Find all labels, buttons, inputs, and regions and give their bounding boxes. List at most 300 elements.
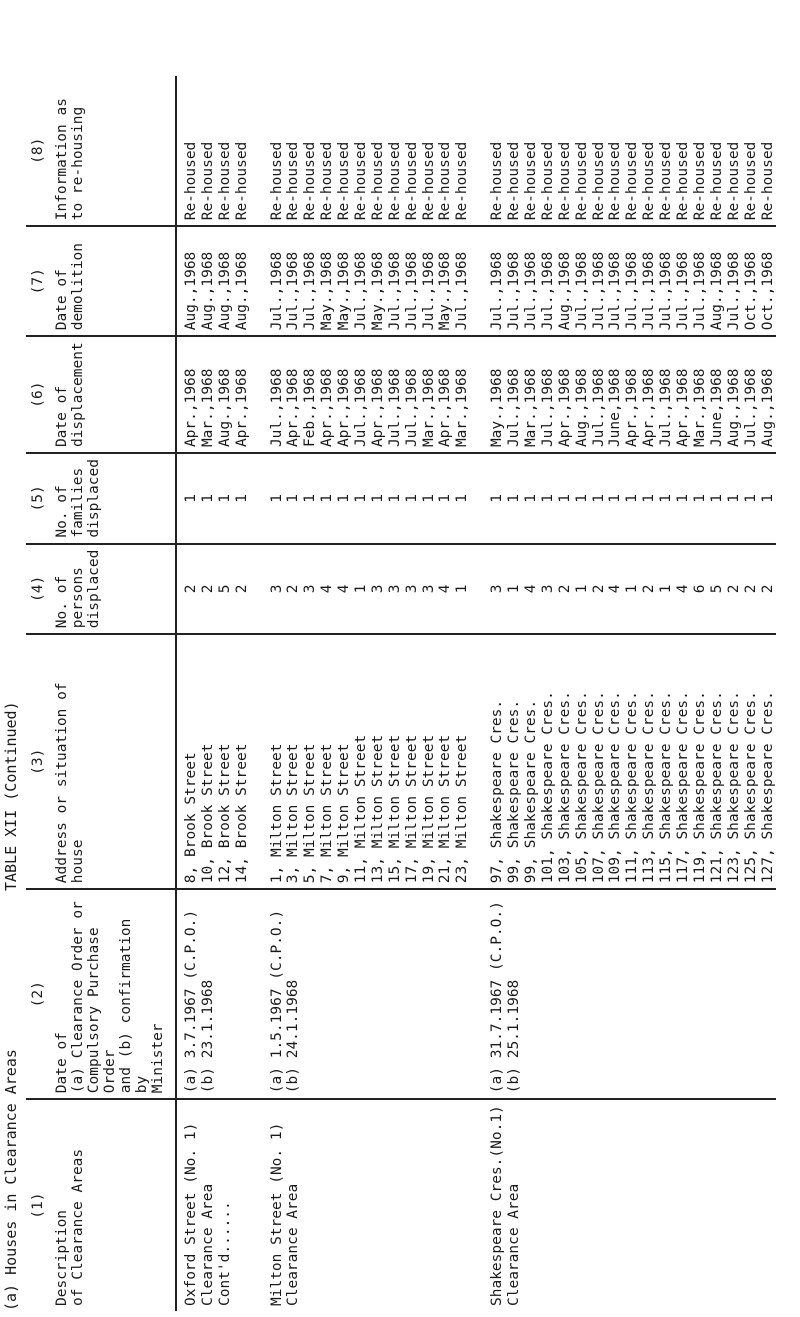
spacer xyxy=(234,1105,251,1306)
persons-displaced: 4 xyxy=(336,584,353,594)
persons-displaced: 3 xyxy=(403,584,420,594)
displacement-date: Mar.,1968 xyxy=(199,368,216,448)
house-address: 23, Milton Street xyxy=(454,734,471,884)
spacer xyxy=(658,895,675,1093)
demolition-date: May.,1968 xyxy=(369,251,386,331)
persons-displaced: 2 xyxy=(641,584,658,594)
house-address: 113, Shakespeare Cres. xyxy=(641,691,658,884)
group-gap xyxy=(251,550,269,629)
persons-displaced: 3 xyxy=(302,584,319,594)
persons-displaced: 2 xyxy=(742,584,759,594)
persons-displaced: 3 xyxy=(386,584,403,594)
rehousing-info: Re-housed xyxy=(624,141,641,221)
spacer xyxy=(675,1105,692,1306)
col-families xyxy=(176,453,776,544)
col-num: (1) xyxy=(30,1192,46,1219)
rehousing-info: Re-housed xyxy=(183,141,199,221)
demolition-date: Jul.,1968 xyxy=(523,251,540,331)
house-address: 105, Shakespeare Cres. xyxy=(573,691,590,884)
house-address: 3, Milton Street xyxy=(285,743,302,884)
persons-displaced: 3 xyxy=(268,584,285,594)
demolition-date: Jul.,1968 xyxy=(607,251,624,331)
families-displaced: 1 xyxy=(268,493,285,503)
displacement-date: Jul.,1968 xyxy=(658,368,675,448)
families-displaced: 1 xyxy=(336,493,353,503)
demolition-date: Jul.,1968 xyxy=(268,251,285,331)
col-area xyxy=(176,1099,776,1311)
families-displaced: 1 xyxy=(607,493,624,503)
displacement-date: Mar.,1968 xyxy=(454,368,471,448)
spacer xyxy=(726,1105,743,1306)
rehousing-info: Re-housed xyxy=(319,141,336,221)
demolition-date: Jul.,1968 xyxy=(539,251,556,331)
house-address: 9, Milton Street xyxy=(336,743,353,884)
house-address: 97, Shakespeare Cres. xyxy=(489,699,506,884)
demolition-date: Aug.,1968 xyxy=(556,251,573,331)
displacement-date: Jul.,1968 xyxy=(506,368,523,448)
families-displaced: 1 xyxy=(708,493,725,503)
rehousing-info: Re-housed xyxy=(216,141,233,221)
persons-displaced: 2 xyxy=(285,584,302,594)
families-displaced: 1 xyxy=(199,493,216,503)
rehousing-info: Re-housed xyxy=(285,141,302,221)
persons-displaced: 2 xyxy=(590,584,607,594)
spacer xyxy=(319,895,336,1093)
col-num: (5) xyxy=(30,485,46,512)
displacement-date: Jul.,1968 xyxy=(403,368,420,448)
demolition-date: Jul.,1968 xyxy=(691,251,708,331)
group-gap xyxy=(471,342,489,447)
spacer xyxy=(437,895,454,1093)
families-displaced: 1 xyxy=(285,493,302,503)
house-address: 19, Milton Street xyxy=(420,734,437,884)
rehousing-info: Re-housed xyxy=(199,141,216,221)
displacement-date: Mar.,1968 xyxy=(691,368,708,448)
clearance-area-name: Clearance Area xyxy=(199,1183,216,1306)
demolition-date: Jul.,1968 xyxy=(403,251,420,331)
spacer xyxy=(454,895,471,1093)
spacer xyxy=(404,1105,421,1306)
house-address: 14, Brook Street xyxy=(233,743,250,884)
spacer xyxy=(591,1105,608,1306)
table-heading xyxy=(2,701,20,1311)
persons-displaced: 3 xyxy=(489,584,506,594)
spacer xyxy=(523,1105,540,1306)
spacer xyxy=(404,895,421,1093)
col-header-1 xyxy=(26,1099,176,1311)
rehousing-info: Re-housed xyxy=(573,141,590,221)
rehousing-info: Re-housed xyxy=(302,141,319,221)
families-displaced: 1 xyxy=(420,493,437,503)
displacement-date: Jul.,1968 xyxy=(353,368,370,448)
house-address: 115, Shakespeare Cres. xyxy=(658,691,675,884)
house-address: 5, Milton Street xyxy=(302,743,319,884)
persons-displaced: 4 xyxy=(675,584,692,594)
families-displaced: 1 xyxy=(386,493,403,503)
clearance-area-name: Oxford Street (No. 1) xyxy=(183,1122,199,1306)
families-displaced: 1 xyxy=(183,493,199,503)
spacer xyxy=(641,895,658,1093)
demolition-date: May.,1968 xyxy=(319,251,336,331)
spacer xyxy=(557,1105,574,1306)
group-gap xyxy=(251,1105,269,1306)
col-header-5 xyxy=(26,453,176,544)
demolition-date: Jul.,1968 xyxy=(420,251,437,331)
house-address: 127, Shakespeare Cres. xyxy=(759,691,776,884)
families-displaced: 1 xyxy=(691,493,708,503)
spacer xyxy=(387,1105,404,1306)
persons-displaced: 1 xyxy=(573,584,590,594)
demolition-date: Aug.,1968 xyxy=(216,251,233,331)
order-date: (b) 23.1.1968 xyxy=(199,979,216,1094)
displacement-date: Apr.,1968 xyxy=(624,368,641,448)
persons-displaced: 2 xyxy=(233,584,250,594)
clearance-area-name: Clearance Area xyxy=(285,1183,302,1306)
persons-displaced: 1 xyxy=(454,584,471,594)
families-displaced: 1 xyxy=(590,493,607,503)
clearance-area-name: Clearance Area xyxy=(506,1183,523,1306)
rehousing-info: Re-housed xyxy=(386,141,403,221)
spacer xyxy=(607,1105,624,1306)
persons-displaced: 4 xyxy=(523,584,540,594)
col-address xyxy=(176,634,776,889)
displacement-date: June,1968 xyxy=(708,368,725,448)
clearance-area-name: Milton Street (No. 1) xyxy=(268,1122,285,1306)
rehousing-info: Re-housed xyxy=(725,141,742,221)
col-header-7 xyxy=(26,226,176,336)
house-address: 1, Milton Street xyxy=(268,743,285,884)
displacement-date: Jul.,1968 xyxy=(268,368,285,448)
rehousing-info: Re-housed xyxy=(489,141,506,221)
rehousing-info: Re-housed xyxy=(506,141,523,221)
spacer xyxy=(540,1105,557,1306)
rehousing-info: Re-housed xyxy=(691,141,708,221)
demolition-date: Jul.,1968 xyxy=(675,251,692,331)
col-rehousing xyxy=(176,76,776,226)
col-label: No. of families displaced xyxy=(54,459,102,538)
col-label: Address or situation of house xyxy=(54,682,86,884)
rehousing-info: Re-housed xyxy=(454,141,471,221)
demolition-date: Oct.,1968 xyxy=(742,251,759,331)
house-address: 117, Shakespeare Cres. xyxy=(675,691,692,884)
house-address: 17, Milton Street xyxy=(403,734,420,884)
persons-displaced: 4 xyxy=(607,584,624,594)
house-address: 111, Shakespeare Cres. xyxy=(624,691,641,884)
rehousing-info: Re-housed xyxy=(607,141,624,221)
rehousing-info: Re-housed xyxy=(539,141,556,221)
families-displaced: 1 xyxy=(573,493,590,503)
spacer xyxy=(540,895,557,1093)
col-demolition xyxy=(176,226,776,336)
spacer xyxy=(607,895,624,1093)
col-label: Date of (a) Clearance Order or Compulsory Purchase Order and (b) confirmation by Minister xyxy=(54,901,166,1094)
group-gap xyxy=(471,459,489,538)
spacer xyxy=(336,1105,353,1306)
rehousing-info: Re-housed xyxy=(675,141,692,221)
col-displacement xyxy=(176,336,776,453)
rehousing-info: Re-housed xyxy=(641,141,658,221)
col-label: Information as to re-housing xyxy=(54,98,86,221)
rehousing-info: Re-housed xyxy=(590,141,607,221)
col-order xyxy=(176,889,776,1099)
families-displaced: 1 xyxy=(556,493,573,503)
house-address: 13, Milton Street xyxy=(369,734,386,884)
families-displaced: 1 xyxy=(624,493,641,503)
group-gap xyxy=(471,895,489,1093)
displacement-date: Apr.,1968 xyxy=(319,368,336,448)
house-address: 123, Shakespeare Cres. xyxy=(725,691,742,884)
group-gap xyxy=(251,640,269,883)
header-row xyxy=(26,76,176,1311)
demolition-date: Aug.,1968 xyxy=(708,251,725,331)
house-address: 8, Brook Street xyxy=(183,752,199,884)
displacement-date: Aug.,1968 xyxy=(573,368,590,448)
spacer xyxy=(624,1105,641,1306)
displacement-date: Apr.,1968 xyxy=(369,368,386,448)
spacer xyxy=(302,1105,319,1306)
spacer xyxy=(353,1105,370,1306)
spacer xyxy=(421,895,438,1093)
demolition-date: Jul.,1968 xyxy=(302,251,319,331)
families-displaced: 1 xyxy=(302,493,319,503)
rehousing-info: Re-housed xyxy=(353,141,370,221)
spacer xyxy=(336,895,353,1093)
families-displaced: 1 xyxy=(319,493,336,503)
displacement-date: Feb.,1968 xyxy=(302,368,319,448)
spacer xyxy=(743,895,760,1093)
rehousing-info: Re-housed xyxy=(708,141,725,221)
house-address: 7, Milton Street xyxy=(319,743,336,884)
spacer xyxy=(709,895,726,1093)
clearance-area-name: Cont'd...... xyxy=(216,1201,233,1306)
house-address: 125, Shakespeare Cres. xyxy=(742,691,759,884)
group-gap xyxy=(251,81,269,220)
spacer xyxy=(760,1105,777,1306)
rehousing-info: Re-housed xyxy=(403,141,420,221)
spacer xyxy=(709,1105,726,1306)
spacer xyxy=(760,895,777,1093)
order-date: (a) 1.5.1967 (C.P.O.) xyxy=(268,909,285,1094)
col-header-8 xyxy=(26,76,176,226)
demolition-date: Aug.,1968 xyxy=(199,251,216,331)
demolition-date: May.,1968 xyxy=(336,251,353,331)
house-address: 119, Shakespeare Cres. xyxy=(691,691,708,884)
table-body-row xyxy=(176,76,776,1311)
persons-displaced: 2 xyxy=(556,584,573,594)
spacer xyxy=(591,895,608,1093)
persons-displaced: 6 xyxy=(691,584,708,594)
displacement-date: Jul.,1968 xyxy=(742,368,759,448)
displacement-date: Apr.,1968 xyxy=(183,368,199,448)
families-displaced: 1 xyxy=(641,493,658,503)
persons-displaced: 1 xyxy=(658,584,675,594)
persons-displaced: 5 xyxy=(216,584,233,594)
families-displaced: 1 xyxy=(403,493,420,503)
rehousing-info: Re-housed xyxy=(420,141,437,221)
col-num: (7) xyxy=(30,268,46,295)
demolition-date: Jul.,1968 xyxy=(658,251,675,331)
col-label: Description of Clearance Areas xyxy=(54,1148,86,1306)
displacement-date: Apr.,1968 xyxy=(675,368,692,448)
demolition-date: Jul.,1968 xyxy=(725,251,742,331)
demolition-date: Jul.,1968 xyxy=(573,251,590,331)
persons-displaced: 2 xyxy=(183,584,199,594)
persons-displaced: 4 xyxy=(437,584,454,594)
families-displaced: 1 xyxy=(539,493,556,503)
house-address: 11, Milton Street xyxy=(353,734,370,884)
displacement-date: Mar.,1968 xyxy=(420,368,437,448)
col-header-2 xyxy=(26,889,176,1099)
families-displaced: 1 xyxy=(675,493,692,503)
displacement-date: Jul.,1968 xyxy=(386,368,403,448)
families-displaced: 1 xyxy=(759,493,776,503)
demolition-date: Aug.,1968 xyxy=(183,251,199,331)
demolition-date: Jul.,1968 xyxy=(489,251,506,331)
subtitle: (a) Houses in Clearance Areas xyxy=(2,1049,20,1311)
demolition-date: Oct.,1968 xyxy=(759,251,776,331)
rehousing-info: Re-housed xyxy=(742,141,759,221)
group-gap xyxy=(251,342,269,447)
demolition-date: Jul.,1968 xyxy=(506,251,523,331)
house-address: 10, Brook Street xyxy=(199,743,216,884)
group-gap xyxy=(471,1105,489,1306)
displacement-date: Aug.,1968 xyxy=(216,368,233,448)
col-num: (4) xyxy=(30,575,46,603)
col-num: (3) xyxy=(30,748,46,775)
persons-displaced: 3 xyxy=(539,584,556,594)
persons-displaced: 1 xyxy=(353,584,370,594)
spacer xyxy=(523,895,540,1093)
rehousing-info: Re-housed xyxy=(523,141,540,221)
rehousing-info: Re-housed xyxy=(268,141,285,221)
spacer xyxy=(421,1105,438,1306)
persons-displaced: 4 xyxy=(319,584,336,594)
demolition-date: Jul.,1968 xyxy=(641,251,658,331)
rehousing-info: Re-housed xyxy=(437,141,454,221)
displacement-date: Apr.,1968 xyxy=(233,368,250,448)
col-label: No. of persons displaced xyxy=(54,549,102,629)
families-displaced: 1 xyxy=(506,493,523,503)
rehousing-info: Re-housed xyxy=(336,141,353,221)
persons-displaced: 3 xyxy=(420,584,437,594)
order-date: (a) 3.7.1967 (C.P.O.) xyxy=(183,909,199,1094)
spacer xyxy=(437,1105,454,1306)
demolition-date: Jul.,1968 xyxy=(624,251,641,331)
demolition-date: Jul.,1968 xyxy=(285,251,302,331)
spacer xyxy=(675,895,692,1093)
persons-displaced: 2 xyxy=(199,584,216,594)
demolition-date: May.,1968 xyxy=(437,251,454,331)
families-displaced: 1 xyxy=(523,493,540,503)
house-address: 109, Shakespeare Cres. xyxy=(607,691,624,884)
clearance-area-name: Shakespeare Cres.(No.1) xyxy=(489,1105,506,1306)
displacement-date: Apr.,1968 xyxy=(285,368,302,448)
order-date: (b) 24.1.1968 xyxy=(285,979,302,1094)
spacer xyxy=(574,895,591,1093)
rehousing-info: Re-housed xyxy=(556,141,573,221)
rehousing-info: Re-housed xyxy=(233,141,250,221)
families-displaced: 1 xyxy=(437,493,454,503)
families-displaced: 1 xyxy=(369,493,386,503)
displacement-date: Apr.,1968 xyxy=(336,368,353,448)
spacer xyxy=(641,1105,658,1306)
rehousing-info: Re-housed xyxy=(369,141,386,221)
rehousing-info: Re-housed xyxy=(759,141,776,221)
demolition-date: Aug.,1968 xyxy=(233,251,250,331)
persons-displaced: 2 xyxy=(725,584,742,594)
group-gap xyxy=(471,550,489,629)
displacement-date: Apr.,1968 xyxy=(641,368,658,448)
spacer xyxy=(454,1105,471,1306)
col-num: (6) xyxy=(30,381,46,408)
spacer xyxy=(387,895,404,1093)
group-gap xyxy=(471,640,489,883)
displacement-date: Apr.,1968 xyxy=(556,368,573,448)
demolition-date: Jul.,1968 xyxy=(590,251,607,331)
group-gap xyxy=(251,459,269,538)
house-address: 121, Shakespeare Cres. xyxy=(708,691,725,884)
persons-displaced: 5 xyxy=(708,584,725,594)
spacer xyxy=(557,895,574,1093)
col-num: (2) xyxy=(30,981,46,1008)
displacement-date: Jul.,1968 xyxy=(590,368,607,448)
col-header-6 xyxy=(26,336,176,453)
spacer xyxy=(574,1105,591,1306)
col-label: Date of displacement xyxy=(54,342,86,448)
spacer xyxy=(658,1105,675,1306)
displacement-date: Mar.,1968 xyxy=(523,368,540,448)
house-address: 101, Shakespeare Cres. xyxy=(539,691,556,884)
spacer xyxy=(692,1105,709,1306)
col-header-4 xyxy=(26,544,176,635)
clearance-table xyxy=(26,76,776,1311)
displacement-date: May.,1968 xyxy=(489,368,506,448)
displacement-date: Apr.,1968 xyxy=(437,368,454,448)
order-date: (b) 25.1.1968 xyxy=(506,979,523,1094)
persons-displaced: 1 xyxy=(624,584,641,594)
group-gap xyxy=(471,232,489,330)
rehousing-info: Re-housed xyxy=(658,141,675,221)
persons-displaced: 3 xyxy=(369,584,386,594)
group-gap xyxy=(251,232,269,330)
demolition-date: Jul.,1968 xyxy=(454,251,471,331)
col-persons xyxy=(176,544,776,635)
families-displaced: 1 xyxy=(725,493,742,503)
families-displaced: 1 xyxy=(489,493,506,503)
spacer xyxy=(624,895,641,1093)
persons-displaced: 1 xyxy=(506,584,523,594)
spacer xyxy=(692,895,709,1093)
families-displaced: 1 xyxy=(454,493,471,503)
house-address: 21, Milton Street xyxy=(437,734,454,884)
spacer xyxy=(370,1105,387,1306)
displacement-date: Jul.,1968 xyxy=(539,368,556,448)
group-gap xyxy=(471,81,489,220)
spacer xyxy=(234,895,251,1093)
families-displaced: 1 xyxy=(353,493,370,503)
col-header-3 xyxy=(26,634,176,889)
col-num: (8) xyxy=(30,137,46,164)
house-address: 12, Brook Street xyxy=(216,743,233,884)
spacer xyxy=(353,895,370,1093)
house-address: 15, Milton Street xyxy=(386,734,403,884)
displacement-date: Aug.,1968 xyxy=(759,368,776,448)
spacer xyxy=(319,1105,336,1306)
col-label: Date of demolition xyxy=(54,242,86,331)
persons-displaced: 2 xyxy=(759,584,776,594)
spacer xyxy=(743,1105,760,1306)
families-displaced: 1 xyxy=(658,493,675,503)
